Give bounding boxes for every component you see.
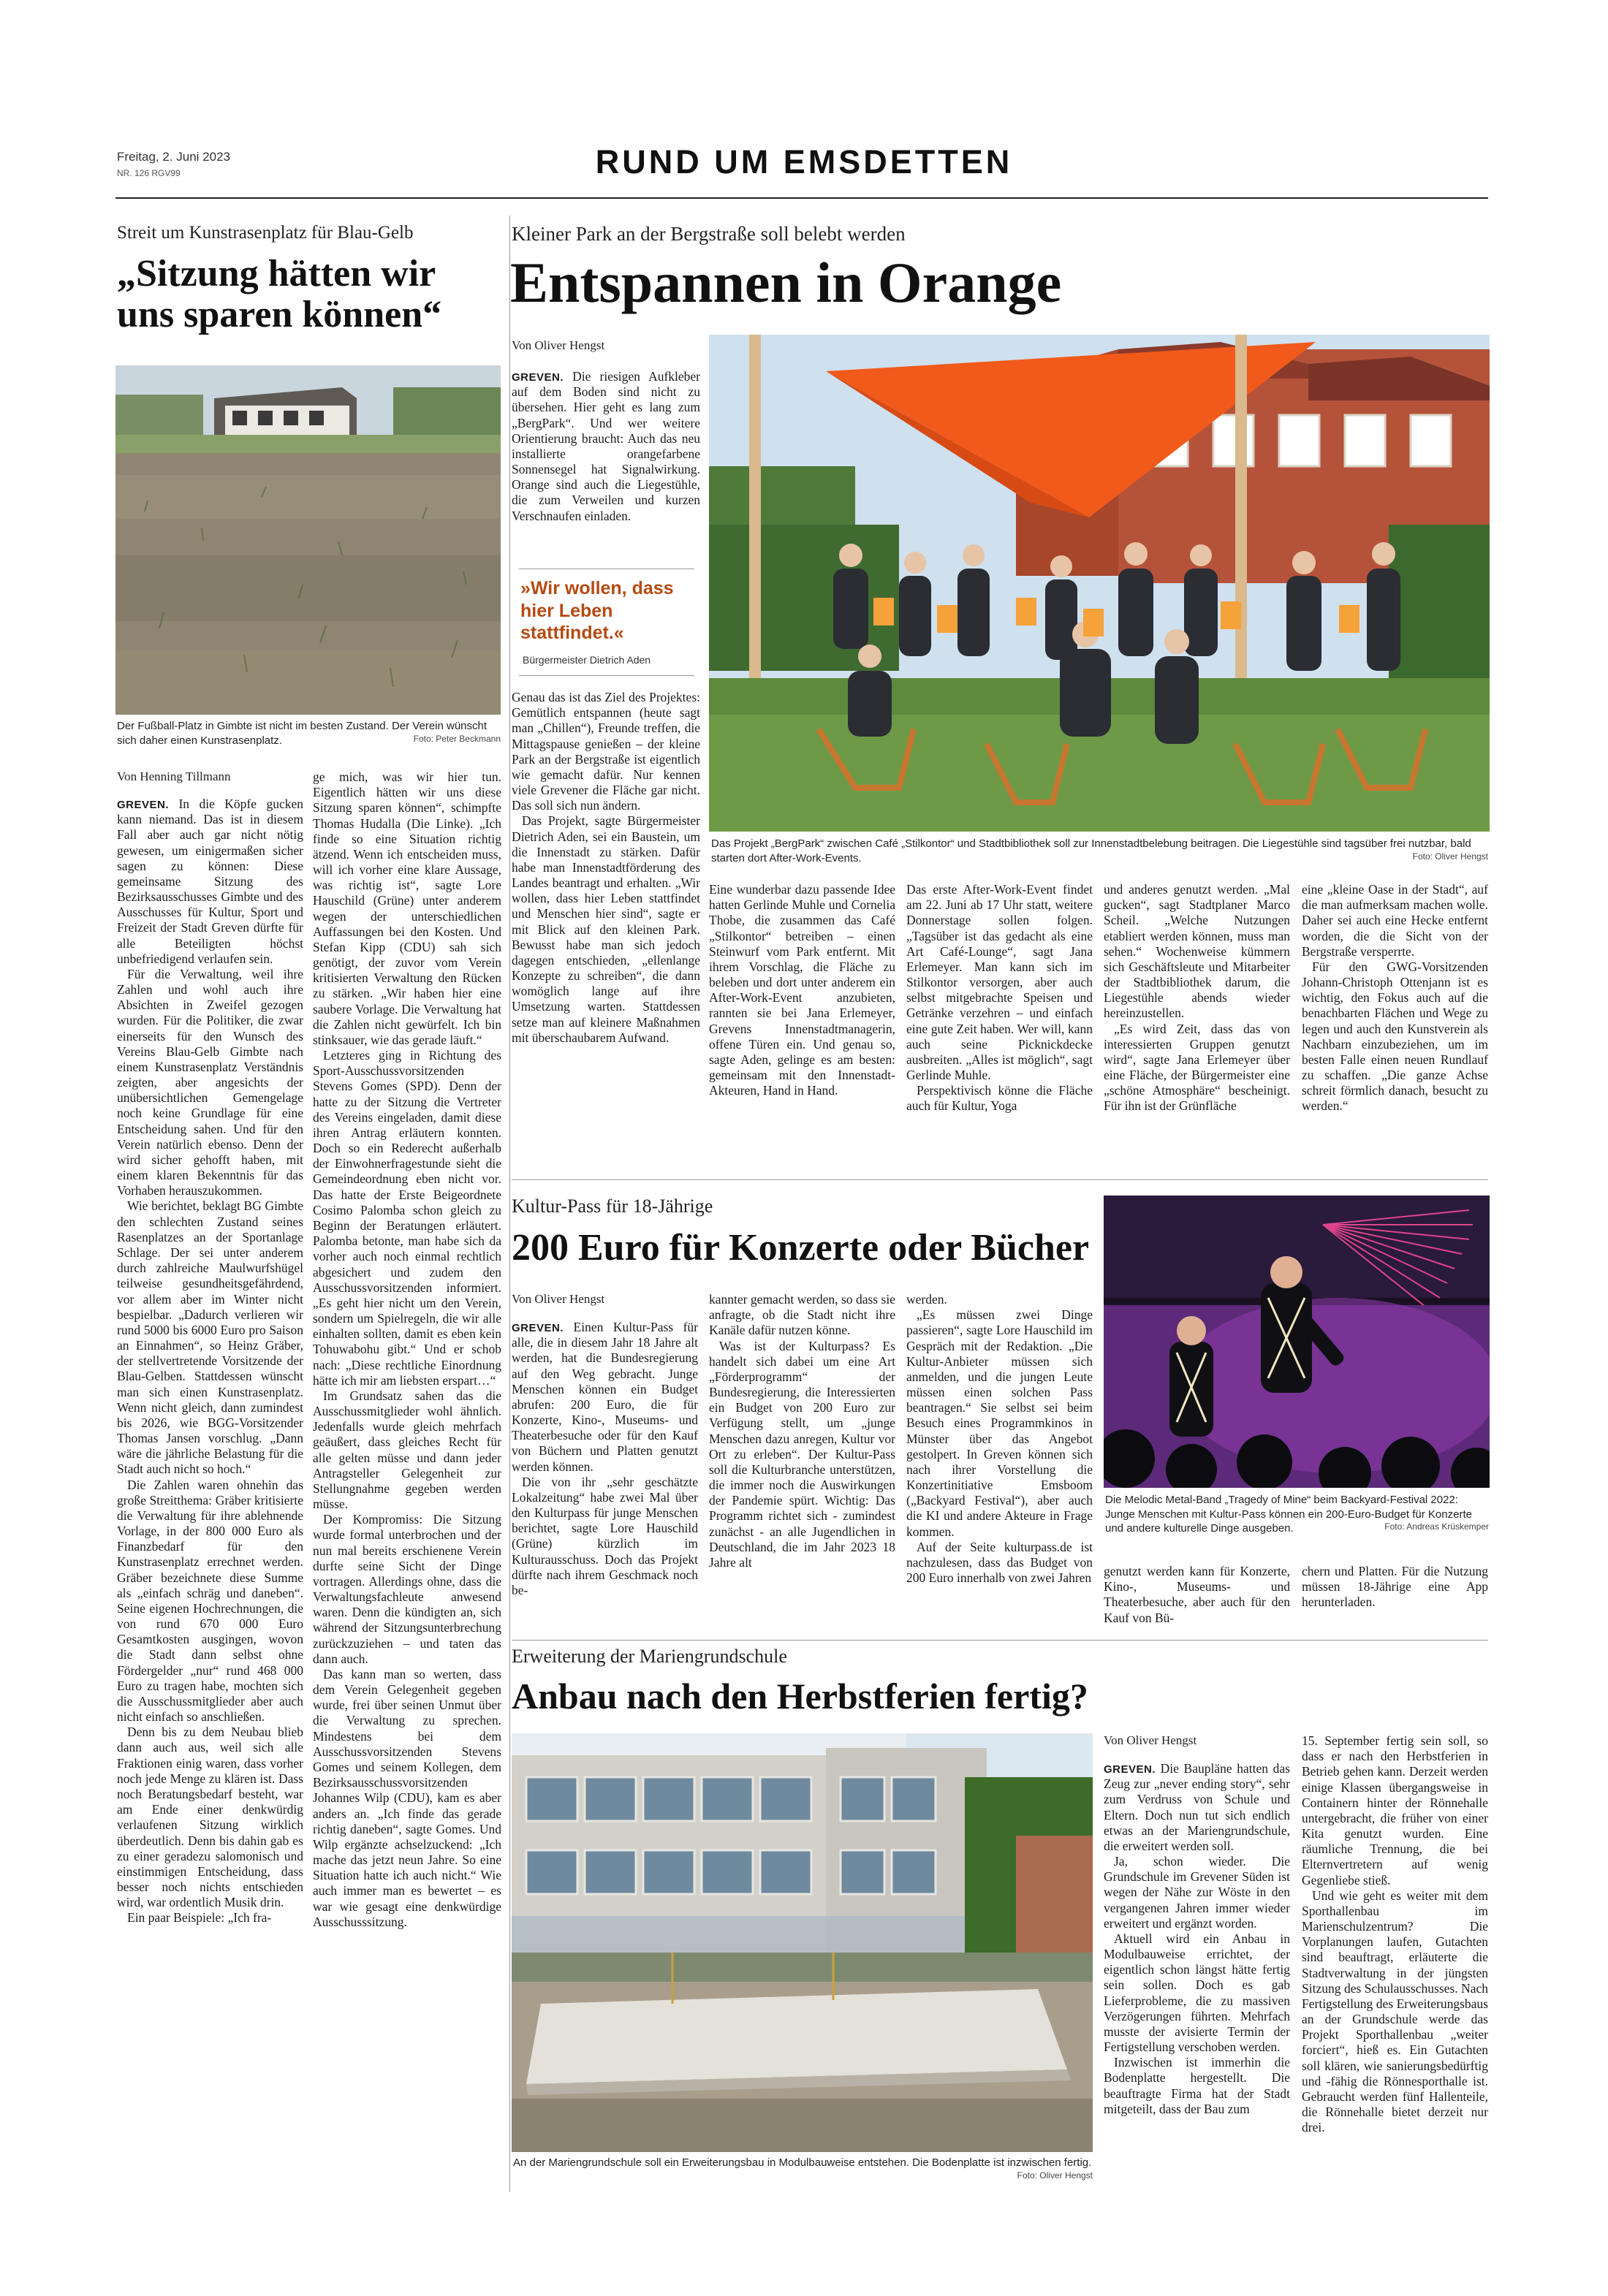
article2-column-a xyxy=(512,690,700,1165)
article4-byline: Von Oliver Hengst xyxy=(1104,1733,1197,1747)
article3-photo-credit: Foto: Andreas Krüskemper xyxy=(1384,1521,1489,1532)
article4-headline: Anbau nach den Herbstferien fertig? xyxy=(512,1676,1088,1717)
article1-paragraph: ge mich, was wir hier tun. Eigentlich hätten wir uns diese Sitzung sparen können“, schimpfte Thomas Hudalla (Die Linke). „Ich finde so eine Situation richtig ätzend. Wenn ich entscheiden muss, will ich vorher eine klare Aussage, was richtig ist“, sagte Lore Hauschild (Grüne) unter anderem wegen der unterschiedlichen Auffassungen bei den Kosten. Und Stefan Kipp (CDU) sah sich genötigt, der zuvor vom Verein kritisierten Verwaltung den Rücken zu stärken. „Wir haben hier eine saubere Vorlage. Die Verwaltung hat die Zahlen nicht gewürfelt. Ich bin stinksauer, wie das gerade läuft.“ xyxy=(313,769,501,1047)
article3-column-c xyxy=(906,1292,1093,1634)
article4-text: Die Baupläne hatten das Zeug zur „never ending story“, sehr zum Verdruss von Schule und Eltern. Doch nun tut sich endlich etwas an der Mariengrundschule, die erweitert werden soll. xyxy=(1104,1761,1290,1853)
article1-text: In die Köpfe gucken kann niemand. Das ist in diesem Fall aber auch gar nicht nötig gewesen, um einigermaßen sicher sagen zu können: Diese gemeinsame Sitzung des Bezirksausschusses Gimbte und des Ausschusses für Kultur, Sport und Freizeit der Stadt Greven dürfte für alle Beteiligten höchst unbefriedigend verlaufen sein. xyxy=(117,797,303,966)
issue-number: NR. 126 RGV99 xyxy=(117,168,181,178)
article1-paragraph: Ein paar Beispiele: „Ich fra- xyxy=(127,1910,272,1926)
article2-location: GREVEN. xyxy=(512,371,564,384)
article2-byline: Von Oliver Hengst xyxy=(512,338,605,352)
article1-photo-credit: Foto: Peter Beckmann xyxy=(413,733,501,744)
article2-paragraph: Für den GWG-Vorsitzenden Johann-Christoph Ottenjann ist es wichtig, den Fokus auch auf die benachbarten Flächen und Wege zu legen und auch den Kunstverein als Nachbarn einzubeziehen, um im besten Falle einen neuen Rundlauf zu schaffen. „Die ganze Achse schreit förmlich danach, besucht zu werden.“ xyxy=(1302,959,1488,1114)
article2-intro xyxy=(512,369,700,563)
article1-location: GREVEN. xyxy=(117,799,170,811)
article1-paragraph: Das kann man so werten, dass dem Verein Gelegenheit gegeben wurde, frei über seinen Unmut über die Verwaltung zu sprechen. Mindestens bei dem Ausschussvorsitzenden Stevens Gomes und seinem Kollegen, dem Bezirksausschussvorsitzenden Johannes Wilp (CDU), kam es aber anders an. „Ich finde das gerade richtig daneben“, sagte Gomes. Und Wilp ergänzte achselzuckend: „Ich mache das jetzt neun Jahre. So eine Situation hatte ich auch nicht.“ Wie auch immer man es bewertet – es war wie gesagt eine denkwürdige Ausschusssitzung. xyxy=(313,1666,501,1929)
article3-column-e xyxy=(1302,1564,1488,1634)
article2-paragraph: Das Projekt, sagte Bürgermeister Dietrich Aden, sei ein Baustein, um die Innenstadt zu stärken. Dafür habe man Innenstadtförderung des Landes beantragt und erhalten. „Wir wollen, dass hier Leben stattfindet und Menschen hier sind“, sagte er mit Blick auf den kleinen Park. Bewusst habe man sich jedoch dagegen entschieden, „ellenlange Konzepte zu schreiben“, die dann womöglich lange auf ihre Umsetzung warten. Stattdessen setze man auf kleinere Maßnahmen mit überschaubarem Aufwand. xyxy=(512,813,700,1045)
issue-date: Freitag, 2. Juni 2023 xyxy=(117,150,230,164)
article2-paragraph: Genau das ist das Ziel des Projektes: Gemütlich entspannen (heute sagt man „Chillen“), Freunde treffen, die Mittagspause genießen – der kleine Park an der Bergstraße ist eigentlich wie gemacht dafür. Nur kennen viele Grevener die Fläche gar nicht. Das soll sich nun ändern. xyxy=(512,690,700,813)
article1-headline xyxy=(117,254,512,335)
article2-photo-caption xyxy=(711,837,1488,865)
article3-paragraph: kannter gemacht werden, so dass sie anfragte, ob die Stadt nicht ihre Kanäle dafür nutzen könne. xyxy=(709,1292,895,1338)
article3-caption-text: Die Melodic Metal-Band „Tragedy of Mine“ beim Backyard-Festival 2022: Junge Menschen mit Kultur-Pass können ein 200-Euro-Budget für Konzerte und andere kulturelle Dinge ausgeben. xyxy=(1105,1494,1472,1535)
article4-paragraph: 15. September fertig sein soll, so dass er nach den Herbstferien in Betrieb gehen kann. Derzeit werden einige Klassen übergangsweise in Containern hinter der Rönnehalle untergebracht, die früher von einer Kita genutzt wurden. Eine räumliche Trennung, die bei Elternvertretern auf wenig Gegenliebe stieß. xyxy=(1302,1733,1488,1888)
article4-photo xyxy=(512,1733,1093,2152)
article-divider xyxy=(512,1179,1488,1180)
article4-kicker: Erweiterung der Mariengrundschule xyxy=(512,1646,787,1667)
article3-paragraph: genutzt werden kann für Konzerte, Kino-, Museums- und Theaterbesuche, aber auch für den Kauf von Bü- xyxy=(1104,1564,1290,1625)
article4-caption-text: An der Mariengrundschule soll ein Erweiterungsbau in Modulbauweise entstehen. Die Bodenplatte ist inzwischen fertig. xyxy=(513,2156,1092,2169)
article3-paragraph: chern und Platten. Für die Nutzung müssen 18-Jährige eine App herunterladen. xyxy=(1302,1564,1488,1610)
article4-column-b xyxy=(1302,1733,1488,2200)
article-divider xyxy=(512,1640,1488,1641)
article1-photo xyxy=(115,365,501,715)
article2-column-c xyxy=(906,882,1093,1167)
article2-column-d xyxy=(1104,882,1290,1167)
quote-rule-bottom xyxy=(519,675,694,676)
article1-paragraph: Der Kompromiss: Die Sitzung wurde formal unterbrochen und der nun mal bereits erschienene Verein durfte seine Sicht der Dinge vortragen. Allerdings ohne, dass die Verwaltungsfachleute anwesend waren. Denn die kündigten an, sich während der Sitzungsunterbrechung zurückzuziehen – und taten das dann auch. xyxy=(313,1512,501,1666)
article3-paragraph: Auf der Seite kulturpass.de ist nachzulesen, dass das Budget von 200 Euro innerhalb von zwei Jahren xyxy=(906,1539,1093,1586)
article2-photo xyxy=(709,335,1490,832)
article4-paragraph: Und wie geht es weiter mit dem Sporthallenbau im Marienschulzentrum? Die Vorplanungen laufen, Gutachten sind beauftragt, erläuterte die Stadtverwaltung in der jüngsten Sitzung des Schulausschusses. Nach Fertigstellung des Erweiterungsbaus an der Grundschule werde das Projekt Sporthallenbau „weiter forciert“, hieß es. Ein Gutachten soll klären, wie sanierungsbedürftig und -fähig die Rönnesporthalle ist. Gebraucht werden fünf Hallenteile, die Rönnehalle bietet derzeit nur drei. xyxy=(1302,1888,1488,2135)
article2-paragraph: Das erste After-Work-Event findet am 22. Juni ab 17 Uhr statt, weitere Donnerstage sollen folgen. „Tagsüber ist das gedacht als eine Art Café-Lounge“, sagt Jana Erlemeyer. Man kann sich im Stilkontor versorgen, aber auch selbst mitgebrachte Speisen und Getränke verzehren – und einfach eine gute Zeit haben. Wer will, kann auch seine Picknickdecke ausbreiten. „Alles ist möglich“, sagt Gerlinde Muhle. xyxy=(906,882,1093,1083)
article1-column-2 xyxy=(313,769,501,2192)
article2-kicker: Kleiner Park an der Bergstraße soll belebt werden xyxy=(512,223,906,245)
article3-paragraph: „Es müssen zwei Dinge passieren“, sagte Lore Hauschild im Gespräch mit der Redaktion. „Die Kultur-Anbieter müssen sich anmelden, und die jungen Leute müssen einen solchen Pass beantragen.“ Sie selbst sei beim Besuch eines Programmkinos in Münster über das Angebot gestolpert. In Greven können sich nach ihrer Vorstellung die Konzertinitiative Emsboom („Backyard Festival“), aber auch die KI und andere Akteure in Frage kommen. xyxy=(906,1307,1093,1539)
article4-location: GREVEN. xyxy=(1104,1763,1156,1776)
article2-paragraph: „Es wird Zeit, dass das von interessierten Gruppen genutzt wird“, sagte Jana Erlemeyer über eine Fläche, der Bürgermeister eine „schöne Atmosphäre“ bescheinigt. Für ihn ist der Grünfläche xyxy=(1104,1021,1290,1114)
article3-paragraph xyxy=(512,1320,698,1475)
article2-quote-source: Bürgermeister Dietrich Aden xyxy=(523,654,651,666)
article1-paragraph: Im Grundsatz sahen das die Ausschussmitglieder wohl ähnlich. Jedenfalls wurde gleich mehrfach geäußert, dass gleiches Recht für alle gelten müsse und dann jeder Antragsteller Gelegenheit zur Stellungnahme gegeben werden müsse. xyxy=(313,1388,501,1512)
article2-caption-text: Das Projekt „BergPark“ zwischen Café „Stilkontor“ und Stadtbibliothek soll zur Innenstadtbelebung beitragen. Die Liegestühle sind tagsüber frei nutzbar, bald starten dort After-Work-Events. xyxy=(711,837,1471,864)
article2-paragraph: eine „kleine Oase in der Stadt“, auf die man aufmerksam machen wolle. Daher sei auch eine Hecke entfernt worden, die die Sicht von der Bergstraße versperrte. xyxy=(1302,882,1488,959)
article3-paragraph: werden. xyxy=(906,1292,947,1307)
article2-paragraph: und anderes genutzt werden. „Mal gucken“, sagt Stadtplaner Marco Scheil. „Welche Nutzungen etabliert werden können, muss man sehen.“ Wochenweise kümmern sich Geschäftsleute und Mitarbeiter der Stadtbibliothek darum, die Liegestühle abends wieder hereinzustellen. xyxy=(1104,882,1290,1021)
article4-photo-credit: Foto: Oliver Hengst xyxy=(1017,2170,1093,2181)
article3-paragraph: Was ist der Kulturpass? Es handelt sich dabei um eine Art „Förderprogramm“ der Bundesregierung, die Interessierten ein Budget von 200 Euro zur Verfügung stellt, um „junge Menschen dazu anregen, Kultur vor Ort zu erleben“. Der Kultur-Pass soll die Kulturbranche unterstützen, die immer noch die Auswirkungen der Pandemie spürt. Wichtig: Das Programm richtet sich - zumindest zunächst - an alle Jugendlichen in Deutschland, die im Jahr 2023 18 Jahre alt xyxy=(709,1338,895,1570)
article1-paragraph: Letzteres ging in Richtung des Sport-Ausschussvorsitzenden Stevens Gomes (SPD). Denn der hatte zu der Sitzung die Vertreter des Vereins eingeladen, damit diese ihren Antrag erläutern konnten. Doch so ein Rederecht außerhalb der Einwohnerfragestunde sieht die Gemeindeordnung eben nicht vor. Das hatte der Erste Beigeordnete Cosimo Palomba schon gleich zu Beginn der Beratungen erläutert. Palomba betonte, man habe sich da vorher auch noch einmal rechtlich abgesichert und zudem den Ausschussvorsitzenden informiert. „Es geht hier nicht um den Verein, sondern um Spielregeln, die wir alle einhalten sollten, damit es eben kein Tohuwabohu gibt.“ Und er schob nach: „Diese rechtliche Einordnung hätte ich mir am liebsten erspart…“ xyxy=(313,1048,501,1388)
article4-column-a xyxy=(1104,1761,1290,2200)
article1-paragraph: Denn bis zu dem Neubau blieb dann auch aus, weil sich alle Fraktionen einig waren, dass vorher noch jede Menge zu klären ist. Dass noch Beratungsbedarf besteht, war am Ende einer denkwürdig verlaufenen Sitzung wirklich überdeutlich. Denn bis dahin gab es zu einer geradezu salomonisch und einstimmigen Entscheidung, dass besser noch nichts entschieden wird, war ordentlich Musik drin. xyxy=(117,1725,303,1910)
article2-paragraph xyxy=(512,369,700,524)
article1-paragraph: Wie berichtet, beklagt BG Gimbte den schlechten Zustand seines Rasenplatzes an der Sportanlage Schlage. Der sei unter anderem durch zahlreiche Maulwurfshügel teilweise gesundheitsgefährdend, vor allem aber im Winter nicht bespielbar. „Dadurch verlieren wir rund 5000 bis 6000 Euro pro Saison an Einnahmen“, so Heinz Gräber, der stellvertretende Vorsitzende der Blau-Gelben. Stattdessen wünscht man sich einen Kunstrasenplatz. Wenn nicht gleich, dann zumindest bis 2026, wie BGG-Vorsitzender Thomas Jansen vorschlug. „Dann wäre die jährliche Belastung für die Stadt auch nicht so hoch.“ xyxy=(117,1198,303,1477)
section-title: RUND UM EMSDETTEN xyxy=(595,143,1013,180)
article2-column-e xyxy=(1302,882,1488,1167)
article1-paragraph: Für die Verwaltung, weil ihre Zahlen und wohl auch ihre Absichten in Zweifel gezogen wurden. Für die Politiker, die zwar einerseits für den Wunsch des Vereins Blau-Gelb Gimbte nach einem Kunstrasenplatz Verständnis zeigten, aber angesichts der unübersichtlichen Gemengelage noch keine Grundlage für eine Entscheidung sahen. Und für den Verein natürlich ebenso. Denn der wird sicher gehofft haben, mit einem klaren Bekenntnis für das Vorhaben herauszukommen. xyxy=(117,966,303,1198)
article2-photo-credit: Foto: Oliver Hengst xyxy=(1412,851,1488,862)
article1-photo-caption xyxy=(117,719,501,748)
article3-kicker: Kultur-Pass für 18-Jährige xyxy=(512,1195,713,1217)
article1-kicker: Streit um Kunstrasenplatz für Blau-Gelb xyxy=(117,223,414,243)
article3-byline: Von Oliver Hengst xyxy=(512,1292,605,1306)
article3-photo xyxy=(1104,1195,1490,1488)
article3-column-b xyxy=(709,1292,895,1634)
article3-paragraph: Die von ihr „sehr geschätzte Lokalzeitung“ habe zwei Mal über den Kulturpass für junge Menschen berichtet, sagte Lore Hauschild (Grüne) kürzlich im Kulturausschuss. Doch das Projekt dürfte nach ihrem Geschmack noch be- xyxy=(512,1474,698,1597)
article4-paragraph: Ja, schon wieder. Die Grundschule im Grevener Süden ist wegen der Nähe zur Wöste in den vergangenen Jahren immer wieder erweitert und ergänzt worden. xyxy=(1104,1854,1290,1931)
article3-headline: 200 Euro für Konzerte oder Bücher xyxy=(512,1227,1090,1269)
header-rule xyxy=(115,197,1488,199)
article3-photo-caption xyxy=(1105,1493,1489,1536)
column-divider xyxy=(509,216,510,2192)
article4-paragraph xyxy=(1104,1761,1290,1854)
article2-column-b xyxy=(709,882,895,1167)
article4-photo-caption xyxy=(513,2156,1093,2181)
article1-paragraph xyxy=(117,797,303,967)
article4-paragraph: Inzwischen ist immerhin die Bodenplatte hergestellt. Die beauftragte Firma hat der Stadt mitgeteilt, dass der Bau zum xyxy=(1104,2055,1290,2116)
article4-paragraph: Aktuell wird ein Anbau in Modulbauweise errichtet, der eigentlich schon längst hätte fertig sein sollen. Doch es gab Lieferprobleme, die zu massiven Verzögerungen führten. Mehrfach musste der avisierte Termin der Fertigstellung verschoben werden. xyxy=(1104,1931,1290,2055)
article2-paragraph: Perspektivisch könne die Fläche auch für Kultur, Yoga xyxy=(906,1083,1093,1114)
article1-column-1 xyxy=(117,797,303,2192)
article2-text: Die riesigen Aufkleber auf dem Boden sind nicht zu übersehen. Hier geht es lang zum „BergPark“. Und wer weitere Orientierung braucht: Auch das neu installierte orangefarbene Sonnensegel hat Signalwirkung. Orange sind auch die Liegestühle, die zum Verweilen und kurzen Verschnaufen einladen. xyxy=(512,369,700,523)
article2-headline: Entspannen in Orange xyxy=(510,251,1062,314)
article1-caption-text: Der Fußball-Platz in Gimbte ist nicht im besten Zustand. Der Verein wünscht sich daher einen Kunstrasenplatz. xyxy=(117,720,488,747)
article3-column-d xyxy=(1104,1564,1290,1634)
article1-headline-line1: „Sitzung hätten wir xyxy=(117,253,436,294)
article2-pull-quote: »Wir wollen, dass hier Leben stattfindet.« xyxy=(520,578,674,643)
article1-headline-line2: uns sparen können“ xyxy=(117,294,442,336)
article1-paragraph: Die Zahlen waren ohnehin das große Streitthema: Gräber kritisierte die Verwaltung für ihre ablehnende Vorlage, in der 800 000 Euro als Finanzbedarf für den Kunstrasenplatz errechnet werden. Gräber bezeichnete diese Summe als „einfach schräg und daneben“. Seine eigenen Hochrechnungen, die von rund 670 000 Euro Gesamtkosten ausgingen, wovon die Stadt dann selbst ohne Fördergelder „nur“ rund 468 000 Euro zu tragen habe, mochten sich die Ausschussmitglieder aber auch nicht einfach so anschließen. xyxy=(117,1477,303,1725)
article3-text: Einen Kultur-Pass für alle, die in diesem Jahr 18 Jahre alt werden, hat die Bundesregierung auf den Weg gebracht. Junge Menschen können ein Budget abrufen: 200 Euro, die für Konzerte, Kino-, Museums- und Theaterbesuche oder für den Kauf von Büchern und Platten genutzt werden können. xyxy=(512,1320,698,1474)
article2-paragraph: Eine wunderbar dazu passende Idee hatten Gerlinde Muhle und Cornelia Thobe, die zusammen das Café „Stilkontor“ betreiben – einen Steinwurf vom Park entfernt. Mit ihrem Vorschlag, die Fläche zu beleben und dort unter anderem ein After-Work-Event anzubieten, rannten sie bei Jana Erlemeyer, Grevens Innenstadtmanagerin, offene Türen ein. Und genau so, sagte Aden, gelinge es am besten: gemeinsam mit den Innenstadt-Akteuren, Hand in Hand. xyxy=(709,882,895,1098)
article1-byline: Von Henning Tillmann xyxy=(117,769,231,783)
article3-column-a xyxy=(512,1320,698,1634)
article3-location: GREVEN. xyxy=(512,1322,564,1334)
